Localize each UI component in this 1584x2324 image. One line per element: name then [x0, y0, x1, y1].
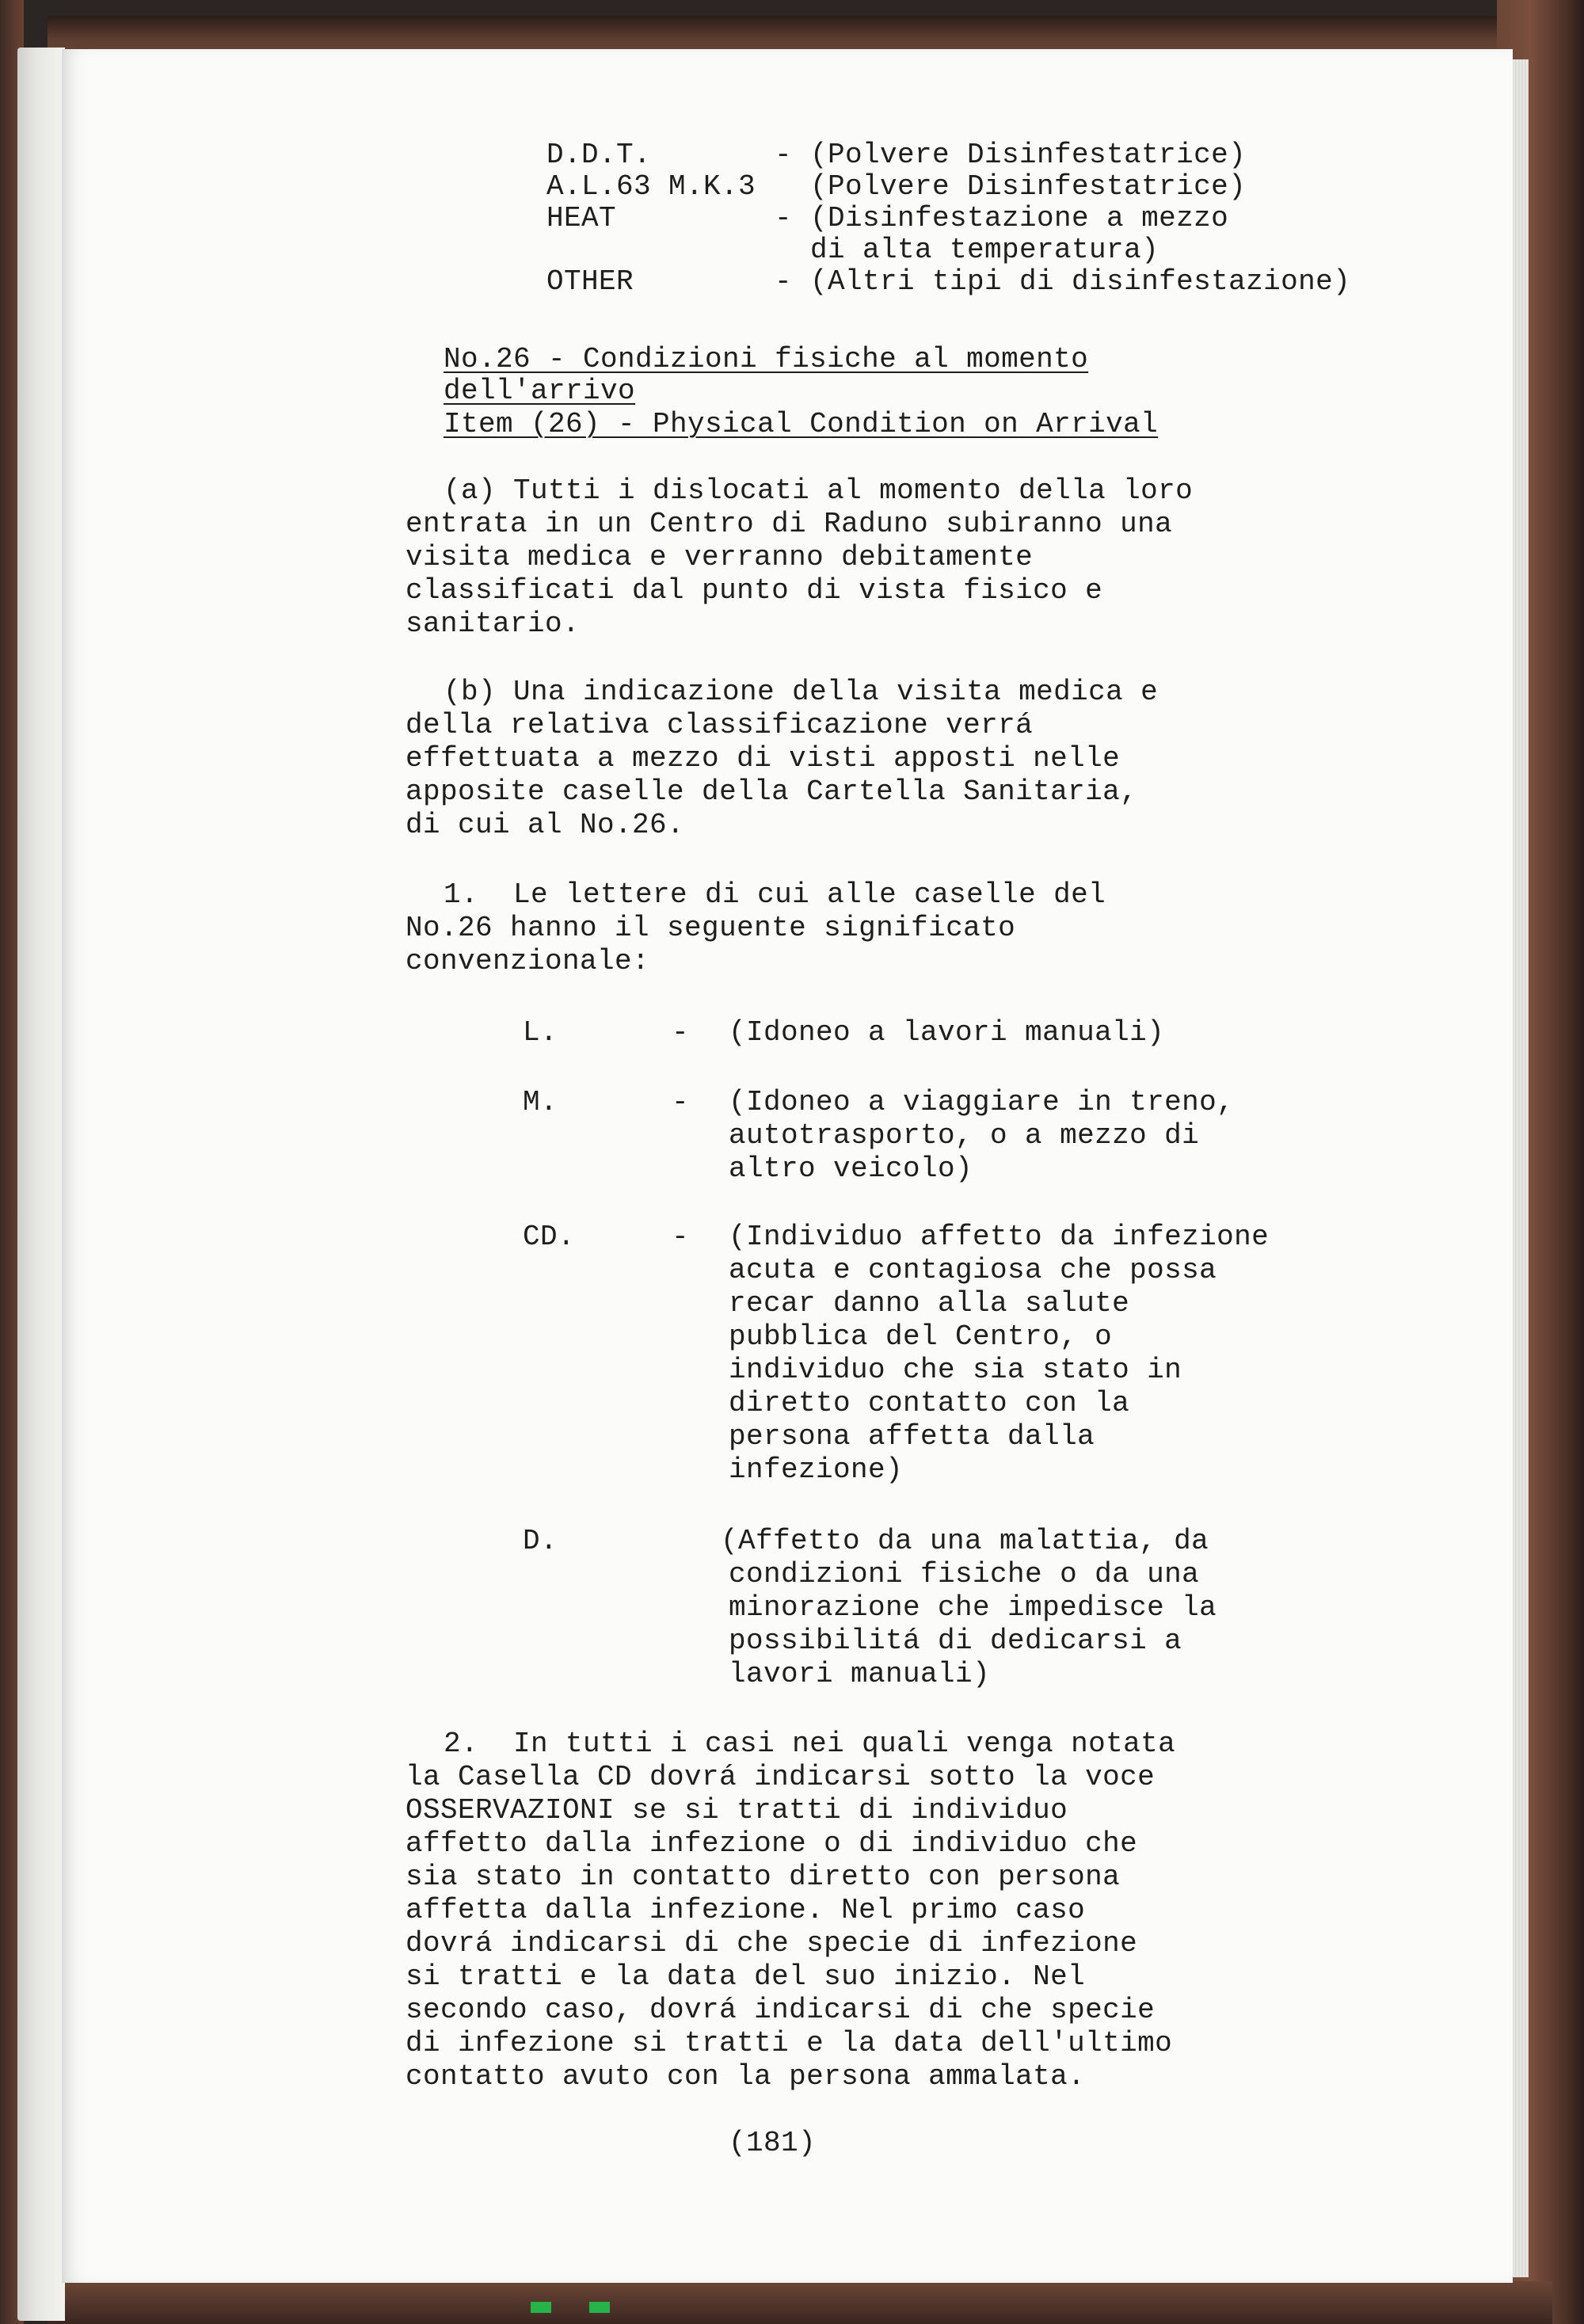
disinfestation-desc: di alta temperatura) [810, 234, 1159, 266]
text-line: sanitario. [406, 608, 581, 640]
disinfestation-desc: (Polvere Disinfestatrice) [810, 170, 1247, 203]
code-desc-line: individuo che sia stato in [729, 1354, 1182, 1386]
code-desc-line: diretto contatto con la [729, 1387, 1130, 1419]
text-line: secondo caso, dovrá indicarsi di che specie [406, 1994, 1156, 2026]
text-line: sia stato in contatto diretto con persona [406, 1861, 1121, 1893]
code-dash: - [672, 1086, 690, 1118]
text-line: (b) Una indicazione della visita medica e [444, 676, 1159, 708]
code-desc-line: (Idoneo a viaggiare in treno, [729, 1086, 1235, 1118]
disinfestation-desc: (Altri tipi di disinfestazione) [810, 265, 1351, 298]
text-line: (a) Tutti i dislocati al momento della loro [444, 474, 1194, 507]
text-line: convenzionale: [406, 945, 650, 977]
green-mark [531, 2302, 551, 2313]
code-letter: CD. [523, 1221, 576, 1253]
code-dash: - [672, 1221, 690, 1253]
text-line: si tratti e la data del suo inizio. Nel [406, 1960, 1086, 1993]
code-desc-line: (Individuo affetto da infezione [729, 1221, 1270, 1253]
previous-page-edge [17, 48, 65, 2321]
text-line: 1. Le lettere di cui alle caselle del [444, 878, 1106, 911]
text-line: visita medica e verranno debitamente [406, 541, 1034, 573]
disinfestation-dash: - [775, 265, 793, 298]
disinfestation-code: A.L.63 M.K.3 [546, 170, 756, 203]
code-desc-line: (Idoneo a lavori manuali) [729, 1016, 1165, 1049]
page-number: (181) [729, 2127, 817, 2159]
disinfestation-dash: - [775, 139, 793, 171]
code-desc-line: persona affetta dalla [729, 1420, 1095, 1453]
heading-line: Item (26) - Physical Condition on Arrival [444, 408, 1159, 440]
green-mark [589, 2302, 610, 2313]
disinfestation-desc: (Polvere Disinfestatrice) [810, 139, 1247, 171]
code-letter: D. [523, 1525, 558, 1557]
disinfestation-code: HEAT [546, 202, 617, 234]
code-desc-line: recar danno alla salute [729, 1287, 1130, 1320]
text-line: classificati dal punto di vista fisico e [406, 574, 1103, 607]
code-desc-line: minorazione che impedisce la [729, 1591, 1217, 1624]
text-line: entrata in un Centro di Raduno subiranno una [406, 508, 1173, 540]
text-line: di cui al No.26. [406, 809, 685, 841]
text-line: la Casella CD dovrá indicarsi sotto la voce [406, 1761, 1156, 1793]
code-desc-line: altro veicolo) [729, 1152, 973, 1185]
code-letter: L. [523, 1016, 558, 1049]
text-line: di infezione si tratti e la data dell'ultimo [406, 2027, 1173, 2059]
text-line: apposite caselle della Cartella Sanitaria, [406, 775, 1138, 808]
disinfestation-code: D.D.T. [546, 139, 652, 171]
code-desc-line: infezione) [729, 1453, 904, 1486]
code-desc-line: lavori manuali) [729, 1658, 991, 1690]
text-line: della relativa classificazione verrá [406, 709, 1034, 741]
green-marks [531, 2302, 626, 2313]
code-desc-line: autotrasporto, o a mezzo di [729, 1119, 1200, 1152]
disinfestation-dash: - [775, 202, 793, 234]
text-line: contatto avuto con la persona ammalata. [406, 2060, 1086, 2093]
code-dash: - [672, 1016, 690, 1049]
code-desc-line: possibilitá di dedicarsi a [729, 1625, 1182, 1657]
disinfestation-desc: (Disinfestazione a mezzo [810, 202, 1229, 234]
text-line: effettuata a mezzo di visti apposti nelle [406, 742, 1121, 775]
code-desc-line: acuta e contagiosa che possa [729, 1254, 1217, 1286]
text-line: No.26 hanno il seguente significato [406, 912, 1016, 944]
text-line: OSSERVAZIONI se si tratti di individuo [406, 1794, 1068, 1827]
document-page [62, 49, 1513, 2283]
book-cover-bottom [48, 2281, 1552, 2324]
text-line: 2. In tutti i casi nei quali venga notata [444, 1728, 1176, 1760]
disinfestation-code: OTHER [546, 265, 634, 298]
code-letter: M. [523, 1086, 558, 1118]
code-desc-line: pubblica del Centro, o [729, 1320, 1113, 1353]
heading-line: dell'arrivo [444, 375, 636, 407]
text-line: dovrá indicarsi di che specie di infezione [406, 1927, 1138, 1960]
text-line: affetto dalla infezione o di individuo che [406, 1827, 1138, 1860]
heading-line: No.26 - Condizioni fisiche al momento [444, 343, 1089, 375]
code-desc-line: condizioni fisiche o da una [729, 1558, 1200, 1591]
code-desc-line: (Affetto da una malattia, da [721, 1525, 1209, 1557]
text-line: affetta dalla infezione. Nel primo caso [406, 1894, 1086, 1926]
